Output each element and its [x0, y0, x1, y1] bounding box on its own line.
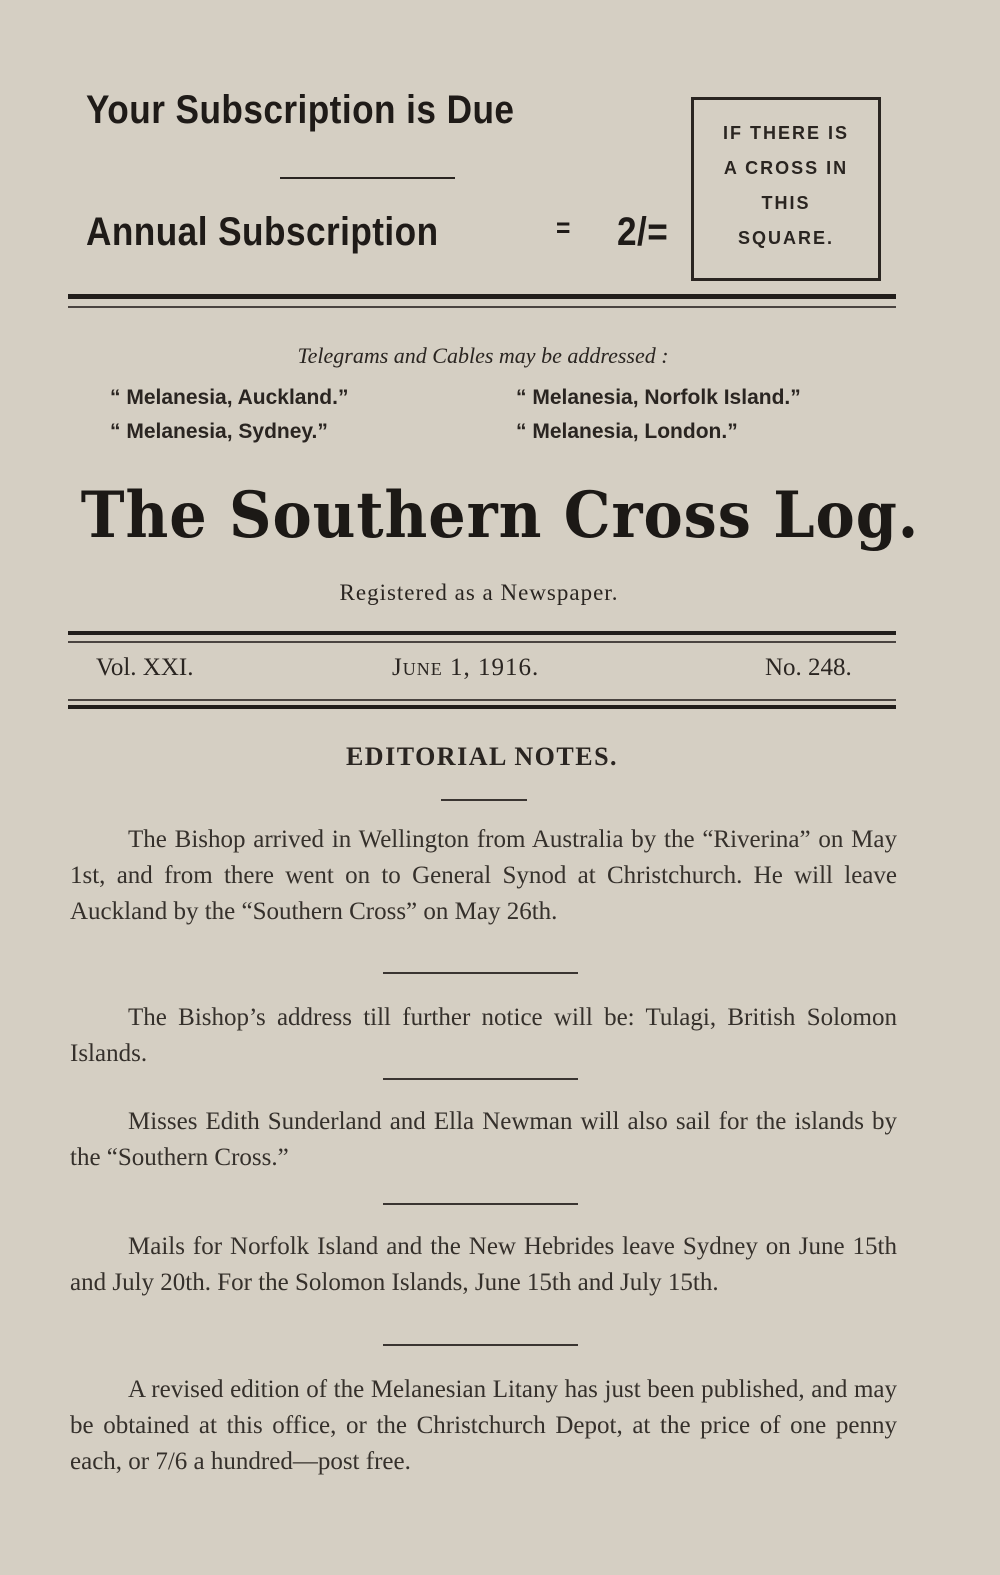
cross-square-box — [691, 97, 881, 281]
box-line: THIS — [761, 193, 811, 213]
editorial-paragraph: A revised edition of the Melanesian Litany has just been published, and may be obtained at this office, or the Christchurch Depot, at the price of one penny each, or 7/6 a hundred—post free. — [70, 1376, 897, 1475]
masthead-subtitle: Registered as a Newspaper. — [339, 580, 619, 605]
thin-rule — [68, 306, 896, 308]
address: “ Melanesia, Norfolk Island.” — [516, 386, 801, 409]
editorial-paragraph: Mails for Norfolk Island and the New Hebrides leave Sydney on June 15th and July 20th. For the Solomon Islands, June 15th and July 15th. — [70, 1233, 897, 1296]
subscription-price: 2/= — [617, 210, 669, 254]
issue-number: No. 248. — [765, 654, 852, 681]
box-line: IF THERE IS — [722, 123, 849, 143]
divider — [383, 972, 578, 974]
masthead-title: The Southern Cross Log. — [80, 478, 920, 553]
subscription-due-heading: Your Subscription is Due — [86, 88, 515, 132]
thin-rule — [68, 641, 896, 643]
editorial-paragraph: The Bishop arrived in Wellington from Australia by the “Riverina” on May 1st, and from there went on to General Synod at Christchurch. He will leave Auckland by the “Southern Cross” on May 26th. — [70, 826, 897, 925]
thick-rule — [68, 631, 896, 635]
thin-rule — [68, 699, 896, 701]
volume: Vol. XXI. — [96, 654, 194, 681]
address: “ Melanesia, Sydney.” — [110, 420, 328, 443]
address: “ Melanesia, Auckland.” — [110, 386, 349, 409]
divider — [383, 1203, 578, 1205]
divider — [280, 177, 455, 179]
divider — [383, 1344, 578, 1346]
divider — [383, 1078, 578, 1080]
divider — [441, 799, 527, 801]
annual-subscription-label: Annual Subscription — [86, 210, 439, 254]
editorial-paragraph: The Bishop’s address till further notice will be: Tulagi, British Solomon Islands. — [70, 1004, 897, 1067]
equals-sign: = — [556, 212, 571, 243]
telegrams-intro: Telegrams and Cables may be addressed : — [297, 343, 669, 368]
thick-rule — [68, 705, 896, 709]
thick-rule — [68, 294, 896, 299]
box-line: A CROSS IN — [723, 158, 849, 178]
box-line: SQUARE. — [737, 228, 834, 248]
address: “ Melanesia, London.” — [516, 420, 738, 443]
editorial-heading: EDITORIAL NOTES. — [345, 742, 619, 771]
editorial-paragraph: Misses Edith Sunderland and Ella Newman will also sail for the islands by the “Southern Cross.” — [70, 1108, 897, 1171]
issue-date: June 1, 1916. — [392, 654, 540, 681]
